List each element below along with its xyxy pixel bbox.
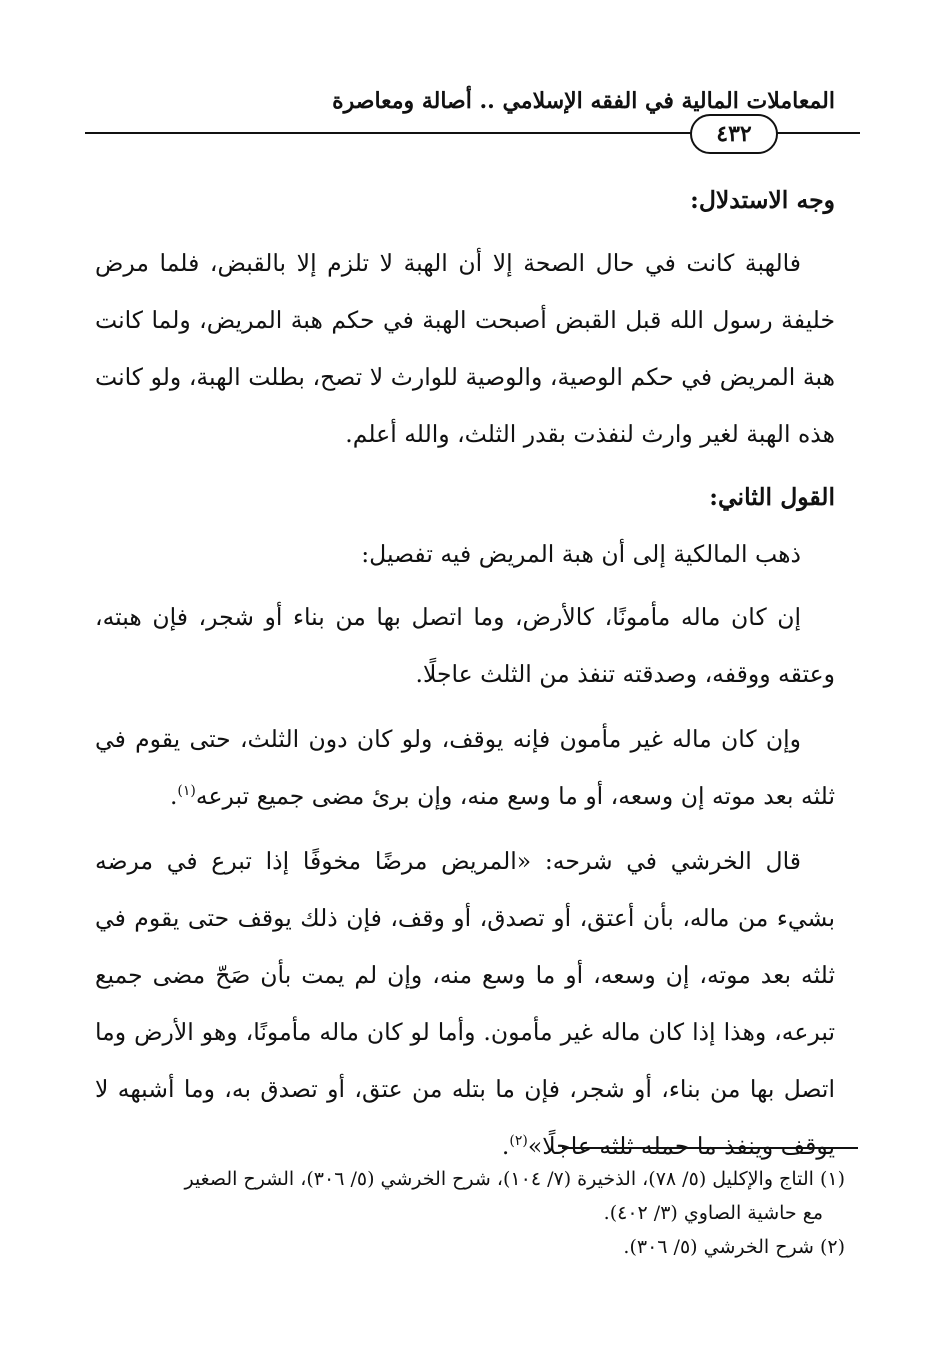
paragraph-5-end: . — [501, 1132, 510, 1160]
footnote-1-line-1: (١) التاج والإكليل (٥/ ٧٨)، الذخيرة (٧/ ١٠٤)، شرح الخرشي (٥/ ٣٠٦)، الشرح الصغير — [184, 1168, 845, 1190]
paragraph-2: ذهب المالكية إلى أن هبة المريض فيه تفصيل: — [361, 540, 801, 568]
paragraph-5 — [95, 833, 835, 1175]
footnote-1-line-2: مع حاشية الصاوي (٣/ ٤٠٢). — [603, 1202, 823, 1224]
heading-second-opinion: القول الثاني: — [709, 483, 835, 511]
footnote-ref-2: (٢) — [509, 1133, 528, 1150]
paragraph-4-end: . — [169, 782, 178, 810]
paragraph-4-text: وإن كان ماله غير مأمون فإنه يوقف، ولو كان دون الثلث، حتى يقوم في ثلثه بعد موته إن وسعه، أو ما وسع منه، وإن برئ مضى جميع تبرعه — [95, 725, 835, 810]
footnote-separator — [562, 1147, 858, 1149]
paragraph-3: إن كان ماله مأمونًا، كالأرض، وما اتصل بها من بناء أو شجر، فإن هبته، وعتقه ووقفه، وصدقته تنفذ من الثلث عاجلًا. — [95, 603, 835, 688]
footnotes — [85, 1162, 845, 1264]
page-number-badge: ٤٣٢ — [690, 114, 778, 154]
paragraph-5-text: قال الخرشي في شرحه: «المريض مرضًا مخوفًا إذا تبرع في مرضه بشيء من ماله، بأن أعتق، أو تصدق، أو وقف، فإن ذلك يوقف حتى يقوم في ثلثه بعد موته، إن وسعه، أو ما وسع منه، وإن لم يمت بأن صَحّ مضى جميع تبرعه، وهذا إذا كان ماله غير مأمون. وأما لو كان ماله مأمونًا، وهو الأرض وما اتصل بها من بناء، أو شجر، فإن ما بتله من عتق، أو تصدق به، وما أشبهه لا يوقف وينفذ ما حمله ثلثه عاجلًا» — [95, 847, 835, 1160]
paragraph-4 — [95, 711, 835, 825]
main-text — [95, 172, 835, 1175]
running-title: المعاملات المالية في الفقه الإسلامي .. أصالة ومعاصرة — [332, 88, 835, 114]
footnote-2: (٢) شرح الخرشي (٥/ ٣٠٦). — [623, 1236, 845, 1258]
footnote-ref-1: (١) — [177, 783, 196, 800]
paragraph-1: فالهبة كانت في حال الصحة إلا أن الهبة لا تلزم إلا بالقبض، فلما مرض خليفة رسول الله قبل القبض أصبحت الهبة في حكم هبة المريض، ولما كانت هبة المريض في حكم الوصية، والوصية للوارث لا تصح، بطلت الهبة، ولو كانت هذه الهبة لغير وارث لنفذت بقدر الثلث، والله أعلم. — [95, 249, 835, 448]
heading-evidence: وجه الاستدلال: — [690, 186, 835, 214]
